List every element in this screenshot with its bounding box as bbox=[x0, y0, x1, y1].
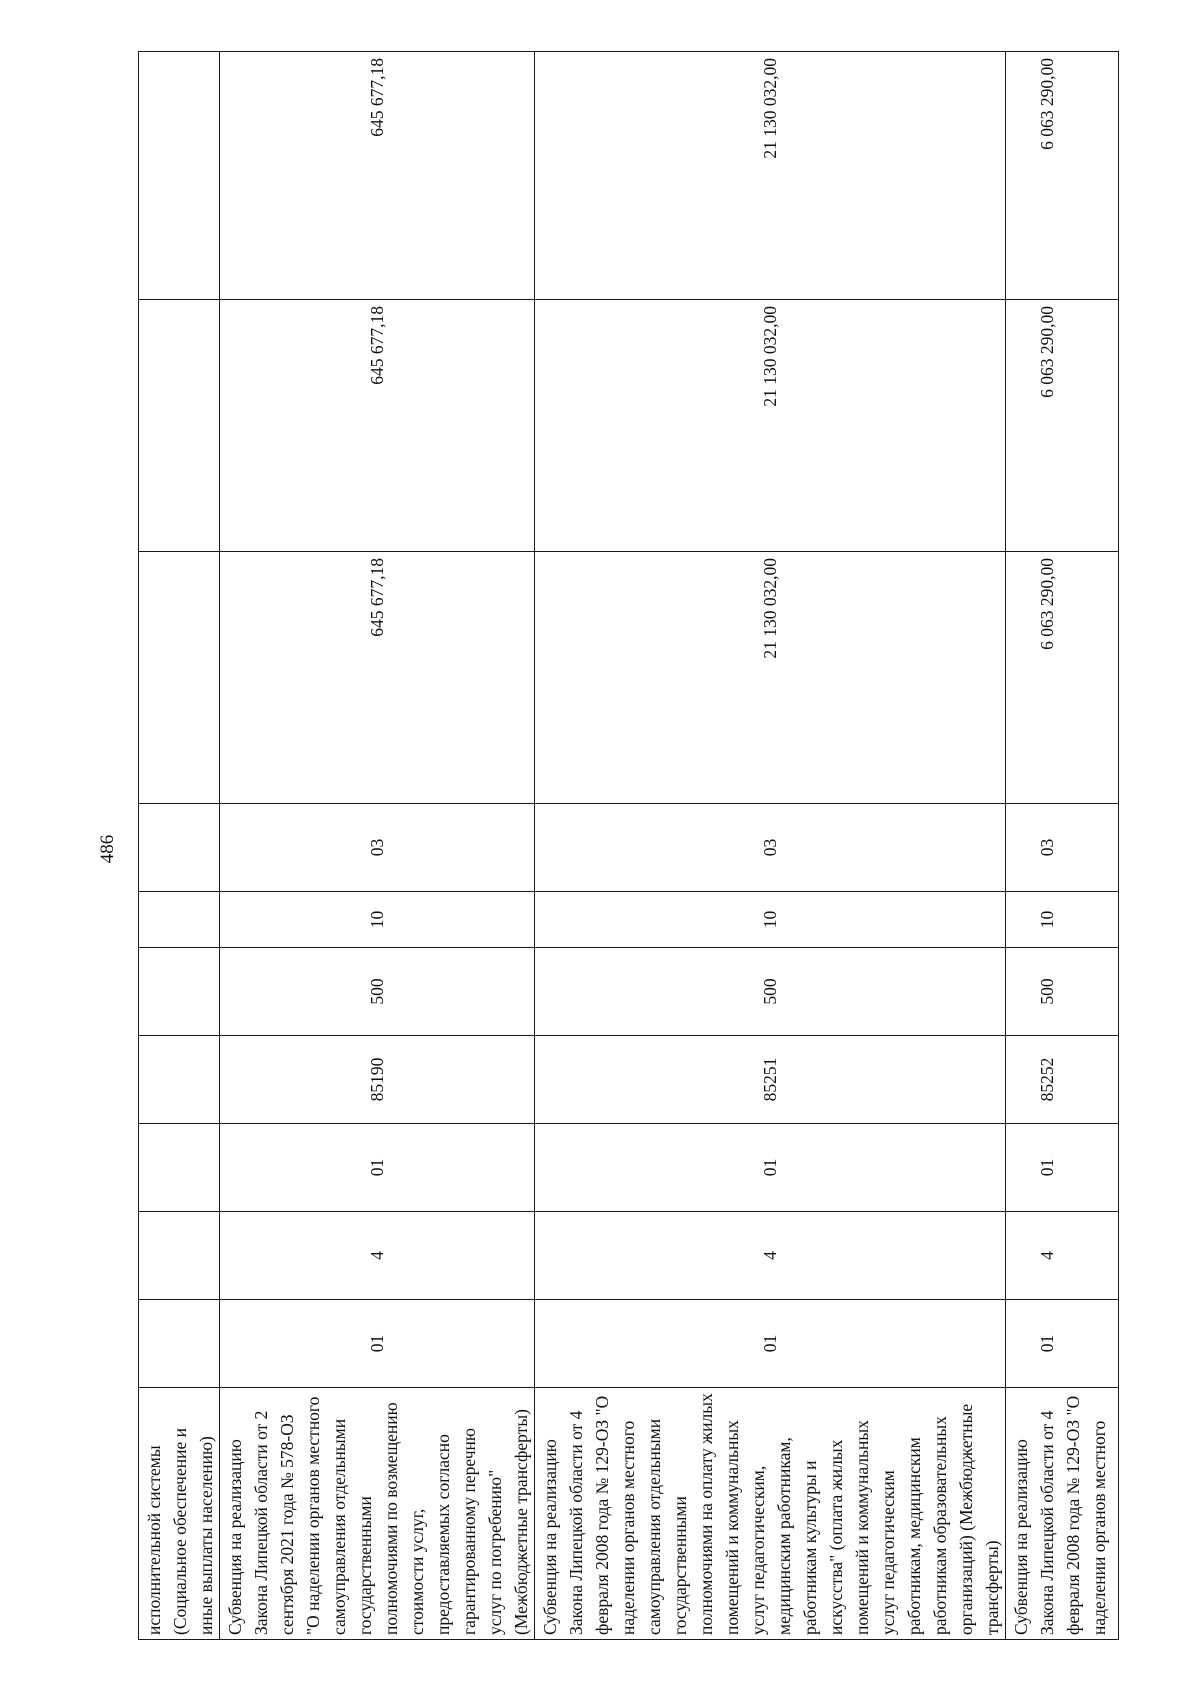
expense-type-code: 500 bbox=[535, 948, 1006, 1036]
program-code: 01 bbox=[535, 1300, 1006, 1388]
table-row bbox=[139, 52, 220, 1640]
subsection-code: 03 bbox=[220, 804, 535, 892]
amount-3: 645 677,18 bbox=[220, 52, 535, 300]
section-code: 10 bbox=[220, 892, 535, 948]
direction-code: 85190 bbox=[220, 1036, 535, 1124]
section-code bbox=[139, 892, 220, 948]
table-row bbox=[1006, 52, 1119, 1640]
amount-1: 6 063 290,00 bbox=[1006, 552, 1119, 804]
row-description: Субвенция на реализацию Закона Липецкой области от 4 февраля 2008 года № 129-ОЗ "О наделении органов местного bbox=[1006, 1388, 1119, 1640]
amount-2: 21 130 032,00 bbox=[535, 300, 1006, 552]
subprogram-code: 4 bbox=[220, 1212, 535, 1300]
direction-code: 85251 bbox=[535, 1036, 1006, 1124]
subprogram-code: 4 bbox=[535, 1212, 1006, 1300]
subsection-code: 03 bbox=[535, 804, 1006, 892]
amount-3: 21 130 032,00 bbox=[535, 52, 1006, 300]
rotated-table-wrapper bbox=[138, 52, 1109, 1640]
direction-code bbox=[139, 1036, 220, 1124]
subprogram-code bbox=[139, 1212, 220, 1300]
amount-3: 6 063 290,00 bbox=[1006, 52, 1119, 300]
table-row bbox=[535, 52, 1006, 1640]
amount-1: 645 677,18 bbox=[220, 552, 535, 804]
table-row bbox=[220, 52, 535, 1640]
program-code bbox=[139, 1300, 220, 1388]
amount-1 bbox=[139, 552, 220, 804]
page-number: 486 bbox=[97, 834, 118, 864]
main-event-code: 01 bbox=[220, 1124, 535, 1212]
expense-type-code: 500 bbox=[1006, 948, 1119, 1036]
row-description: Субвенция на реализацию Закона Липецкой области от 2 сентября 2021 года № 578-ОЗ "О наделении органов местного самоуправления отдельными государственными полномочиями по возмещению стоимости услуг, предоставляемых согласно гарантированному перечню услуг по погребению" (Межбюджетные трансферты) bbox=[220, 1388, 535, 1640]
program-code: 01 bbox=[220, 1300, 535, 1388]
program-code: 01 bbox=[1006, 1300, 1119, 1388]
amount-1: 21 130 032,00 bbox=[535, 552, 1006, 804]
subsection-code bbox=[139, 804, 220, 892]
subprogram-code: 4 bbox=[1006, 1212, 1119, 1300]
expense-type-code bbox=[139, 948, 220, 1036]
amount-2: 645 677,18 bbox=[220, 300, 535, 552]
section-code: 10 bbox=[535, 892, 1006, 948]
budget-table bbox=[138, 51, 1119, 1640]
main-event-code: 01 bbox=[535, 1124, 1006, 1212]
main-event-code: 01 bbox=[1006, 1124, 1119, 1212]
section-code: 10 bbox=[1006, 892, 1119, 948]
amount-2 bbox=[139, 300, 220, 552]
main-event-code bbox=[139, 1124, 220, 1212]
amount-2: 6 063 290,00 bbox=[1006, 300, 1119, 552]
subsection-code: 03 bbox=[1006, 804, 1119, 892]
row-description: исполнительной системы (Социальное обеспечение и иные выплаты населению) bbox=[139, 1388, 220, 1640]
expense-type-code: 500 bbox=[220, 948, 535, 1036]
amount-3 bbox=[139, 52, 220, 300]
direction-code: 85252 bbox=[1006, 1036, 1119, 1124]
row-description: Субвенция на реализацию Закона Липецкой области от 4 февраля 2008 года № 129-ОЗ "О наделении органов местного самоуправления отдельными государственными полномочиями на оплату жилых помещений и коммунальных услуг педагогическим, медицинским работникам, работникам культуры и искусства" (оплата жилых помещений и коммунальных услуг педагогическим работникам, медицинским работникам образовательных организаций) (Межбюджетные трансферты) bbox=[535, 1388, 1006, 1640]
